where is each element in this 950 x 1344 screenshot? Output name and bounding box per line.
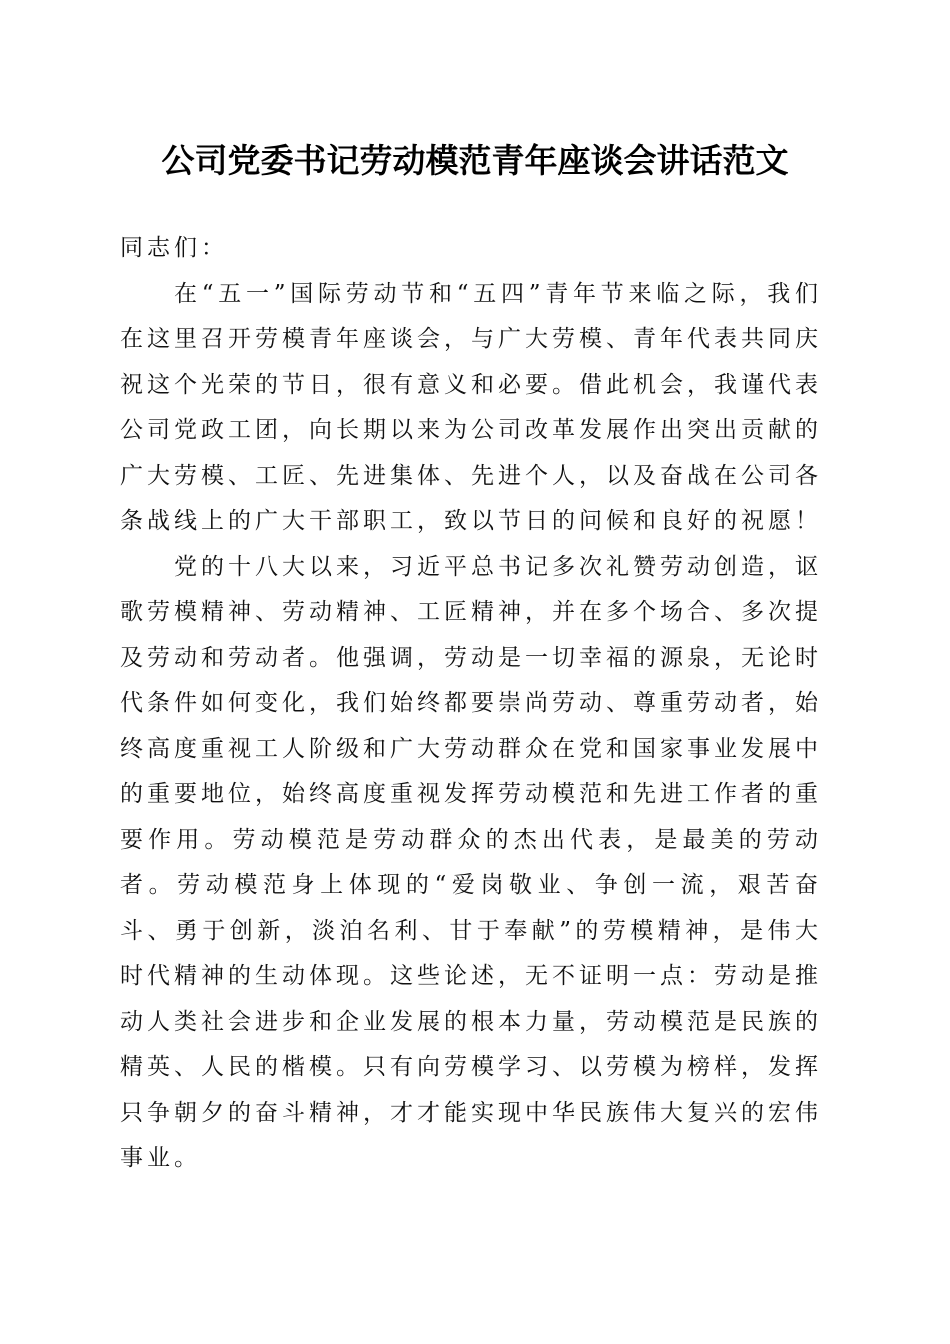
document-title: 公司党委书记劳动模范青年座谈会讲话范文 [161, 141, 789, 180]
paragraph-2: 党的十八大以来，习近平总书记多次礼赞劳动创造，讴歌劳模精神、劳动精神、工匠精神，并在多个场合、多次提及劳动和劳动者。他强调，劳动是一切幸福的源泉，无论时代条件如何变化，我们始终都要崇尚劳动、尊重劳动者，始终高度重视工人阶级和广大劳动群众在党和国家事业发展中的重要地位，始终高度重视发挥劳动模范和先进工作者的重要作用。劳动模范是劳动群众的杰出代表，是最美的劳动者。劳动模范身上体现的“爱岗敬业、争创一流，艰苦奋斗、勇于创新，淡泊名利、甘于奉献”的劳模精神，是伟大时代精神的生动体现。这些论述，无不证明一点：劳动是推动人类社会进步和企业发展的根本力量，劳动模范是民族的精英、人民的楷模。只有向劳模学习、以劳模为榜样，发挥只争朝夕的奋斗精神，才才能实现中华民族伟大复兴的宏伟事业。 [120, 553, 822, 1171]
salutation: 同志们： [120, 235, 228, 261]
document-body [120, 226, 822, 1182]
paragraph-1: 在“五一”国际劳动节和“五四”青年节来临之际，我们在这里召开劳模青年座谈会，与广大劳模、青年代表共同庆祝这个光荣的节日，很有意义和必要。借此机会，我谨代表公司党政工团，向长期以来为公司改革发展作出突出贡献的广大劳模、工匠、先进集体、先进个人，以及奋战在公司各条战线上的广大干部职工，致以节日的问候和良好的祝愿！ [120, 280, 822, 534]
